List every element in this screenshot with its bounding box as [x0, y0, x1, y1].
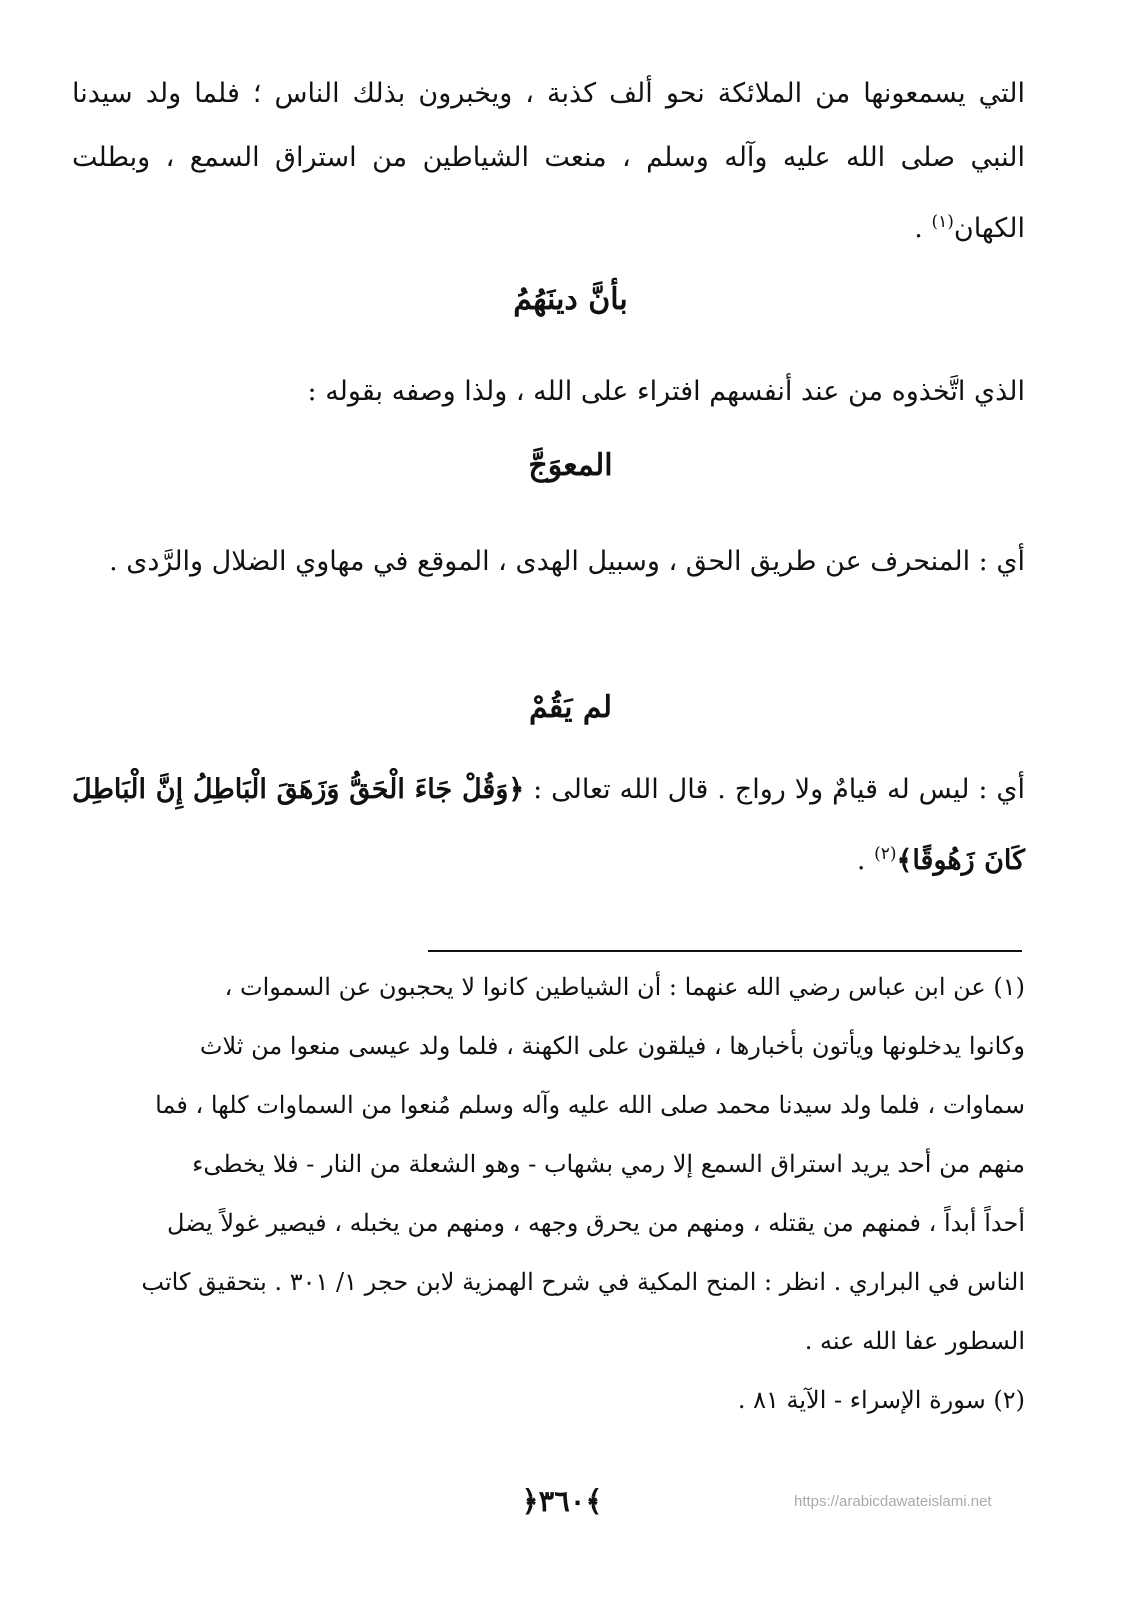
footnote-divider: [428, 950, 1022, 952]
footnote-1-line: وكانوا يدخلونها ويأتون بأخبارها ، فيلقون على الكهنة ، فلما ولد عيسى منعوا من ثلاث: [199, 1032, 1025, 1060]
section-heading-crooked: المعوَجَّ: [528, 448, 613, 483]
footnote-reference-2: (٢): [874, 844, 897, 864]
intro-ending: .: [914, 213, 932, 244]
footnotes: [70, 958, 1025, 1430]
footnote-1-line: (١) عن ابن عباس رضي الله عنهما : أن الشياطين كانوا لا يحجبون عن السموات ،: [224, 973, 1025, 1001]
footnote-1-line: الناس في البراري . انظر : المنح المكية في شرح الهمزية لابن حجر ١/ ٣٠١ . بتحقيق كاتب: [141, 1268, 1025, 1296]
verse-ending: .: [856, 845, 875, 876]
footnote-2: (٢) سورة الإسراء - الآية ٨١ .: [737, 1386, 1025, 1414]
section-heading-religion: بأنَّ دينَهُمُ: [513, 282, 628, 317]
crooked-explanation: أي : المنحرف عن طريق الحق ، وسبيل الهدى ، الموقع في مهاوي الضلال والرَّدى .: [109, 546, 1025, 577]
intro-text: التي يسمعونها من الملائكة نحو ألف كذبة ، ويخبرون بذلك الناس ؛ فلما ولد سيدنا النبي صلى الله عليه وآله وسلم ، منعت الشياطين من استراق السمع ، وبطلت الكهان: [72, 78, 1025, 244]
source-watermark: https://arabicdawateislami.net: [794, 1493, 992, 1510]
section-heading-not-stand: لم يَقُمْ: [528, 690, 613, 725]
not-stand-explanation: [72, 758, 1025, 893]
footnote-1-line: السطور عفا الله عنه .: [804, 1327, 1025, 1355]
page-number: ﴿٣٦٠﴾: [521, 1484, 603, 1518]
intro-paragraph: [72, 62, 1025, 261]
not-stand-text: أي : ليس له قيامٌ ولا رواج . قال الله تعالى :: [524, 774, 1026, 805]
footnote-1-line: منهم من أحد يريد استراق السمع إلا رمي بشهاب - وهو الشعلة من النار - فلا يخطىء: [192, 1150, 1025, 1178]
footnote-1-line: سماوات ، فلما ولد سيدنا محمد صلى الله عليه وآله وسلم مُنعوا من السماوات كلها ، فما: [155, 1091, 1025, 1119]
quran-verse: ﴿وَقُلْ جَاءَ الْحَقُّ وَزَهَقَ الْبَاطِلُ إِنَّ الْبَاطِلَ كَانَ زَهُوقًا﴾: [72, 774, 1025, 876]
footnote-reference-1: (١): [931, 212, 954, 232]
religion-description: الذي اتَّخذوه من عند أنفسهم افتراء على الله ، ولذا وصفه بقوله :: [307, 376, 1025, 407]
footnote-1-line: أحداً أبداً ، فمنهم من يقتله ، ومنهم من يحرق وجهه ، ومنهم من يخبله ، فيصير غولاً يضل: [167, 1209, 1025, 1237]
